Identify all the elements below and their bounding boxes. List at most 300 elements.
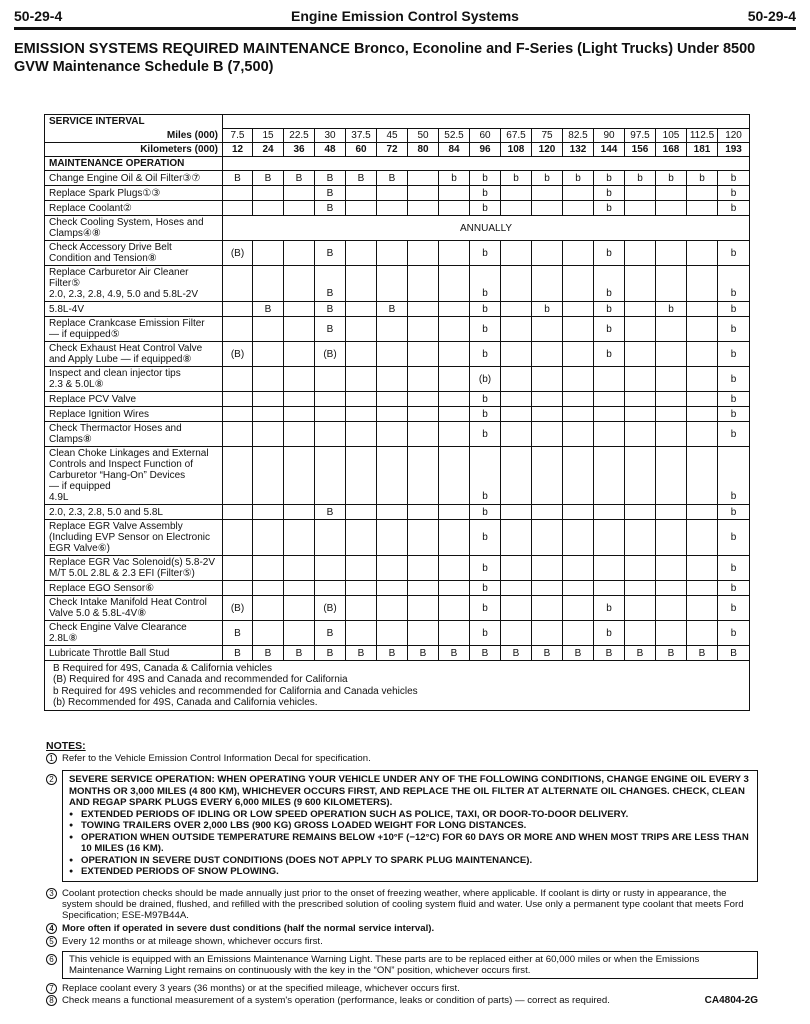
schedule-cell	[563, 505, 594, 520]
miles-value: 82.5	[563, 129, 594, 143]
schedule-cell: b	[718, 392, 750, 407]
note-4-text: More often if operated in severe dust conditions (half the normal service interval).	[62, 922, 435, 934]
notes-title: NOTES:	[46, 740, 86, 752]
schedule-cell	[408, 266, 439, 302]
annually-cell: ANNUALLY	[223, 216, 750, 241]
schedule-cell	[284, 302, 315, 317]
schedule-cell	[315, 447, 346, 505]
schedule-cell: b	[718, 367, 750, 392]
schedule-cell	[656, 266, 687, 302]
note-6	[46, 951, 758, 979]
page-number-left: 50-29-4	[14, 8, 63, 24]
operation-cell	[45, 621, 223, 646]
schedule-cell: b	[594, 241, 625, 266]
operation-text: Controls and Inspect Function of	[49, 459, 193, 470]
miles-value: 30	[315, 129, 346, 143]
schedule-cell	[223, 556, 253, 581]
operation-text: Replace Crankcase Emission Filter	[49, 318, 205, 329]
operation-text: Check Engine Valve Clearance	[49, 622, 187, 633]
schedule-cell	[687, 317, 718, 342]
operation-text: Check Accessory Drive Belt	[49, 242, 172, 253]
schedule-cell: b	[718, 342, 750, 367]
schedule-cell	[687, 367, 718, 392]
operation-text: 2.3 & 5.0L⑧	[49, 379, 104, 390]
operation-text: Filter⑤	[49, 278, 81, 289]
schedule-cell	[346, 201, 377, 216]
operation-text: M/T 5.0L 2.8L & 2.3 EFI (Filter⑤)	[49, 568, 195, 579]
table-row	[45, 317, 750, 342]
schedule-cell	[656, 520, 687, 556]
miles-value: 75	[532, 129, 563, 143]
schedule-cell	[284, 342, 315, 367]
schedule-cell: B	[687, 646, 718, 661]
schedule-cell	[501, 201, 532, 216]
schedule-cell	[656, 447, 687, 505]
operation-text: 5.8L-4V	[49, 303, 85, 315]
kilometers-value: 24	[253, 143, 284, 157]
schedule-cell	[346, 505, 377, 520]
schedule-cell	[687, 201, 718, 216]
miles-value: 52.5	[439, 129, 470, 143]
schedule-cell: b	[718, 520, 750, 556]
schedule-cell: B	[408, 646, 439, 661]
schedule-cell: b	[718, 581, 750, 596]
schedule-cell: b	[594, 621, 625, 646]
schedule-cell	[532, 407, 563, 422]
schedule-cell: (B)	[223, 342, 253, 367]
schedule-cell	[532, 392, 563, 407]
schedule-cell	[439, 392, 470, 407]
schedule-cell	[532, 520, 563, 556]
table-row	[45, 342, 750, 367]
schedule-cell: b	[718, 505, 750, 520]
maintenance-schedule-table	[44, 114, 750, 711]
schedule-cell: b	[470, 342, 501, 367]
note-3	[46, 888, 758, 921]
schedule-cell: B	[718, 646, 750, 661]
operation-text: Check Thermactor Hoses and	[49, 423, 182, 434]
operation-cell	[45, 266, 223, 302]
schedule-cell	[656, 581, 687, 596]
page-number-right: 50-29-4	[747, 8, 796, 24]
schedule-cell	[408, 186, 439, 201]
table-row	[45, 216, 750, 241]
schedule-cell: b	[718, 422, 750, 447]
operation-cell	[45, 407, 223, 422]
schedule-cell	[594, 581, 625, 596]
kilometers-value: 120	[532, 143, 563, 157]
schedule-cell	[687, 186, 718, 201]
note-1-number: 1	[46, 753, 57, 764]
schedule-cell	[625, 556, 656, 581]
schedule-cell	[594, 505, 625, 520]
schedule-cell	[501, 342, 532, 367]
schedule-cell	[656, 201, 687, 216]
miles-value: 15	[253, 129, 284, 143]
schedule-cell	[532, 266, 563, 302]
note-6-box: This vehicle is equipped with an Emissions Maintenance Warning Light. These parts are to be replaced either at 60,000 miles or when the Emissions Maintenance Warning Light remains on continuously with the key in the “ON” position, whichever occurs first.	[62, 951, 758, 979]
schedule-cell	[253, 556, 284, 581]
schedule-cell: b	[718, 596, 750, 621]
schedule-cell	[532, 556, 563, 581]
operation-text: Replace PCV Valve	[49, 393, 137, 405]
schedule-cell	[223, 581, 253, 596]
schedule-cell	[284, 186, 315, 201]
schedule-cell	[377, 556, 408, 581]
table-row	[45, 646, 750, 661]
schedule-cell	[563, 317, 594, 342]
operation-cell	[45, 171, 223, 186]
schedule-cell	[625, 407, 656, 422]
schedule-cell	[408, 392, 439, 407]
schedule-cell: b	[470, 186, 501, 201]
schedule-cell	[625, 596, 656, 621]
schedule-cell	[625, 302, 656, 317]
schedule-cell	[377, 621, 408, 646]
schedule-cell	[563, 422, 594, 447]
schedule-cell	[532, 596, 563, 621]
schedule-cell: b	[470, 581, 501, 596]
operation-text: Lubricate Throttle Ball Stud	[49, 647, 170, 659]
schedule-cell	[501, 317, 532, 342]
operation-cell	[45, 342, 223, 367]
schedule-cell: B	[501, 646, 532, 661]
schedule-cell	[563, 367, 594, 392]
schedule-cell: b	[718, 171, 750, 186]
severe-bullet: ● TOWING TRAILERS OVER 2,000 LBS (900 KG) GROSS LOADED WEIGHT FOR LONG DISTANCES.	[69, 820, 751, 832]
schedule-cell	[315, 581, 346, 596]
severe-bullet: ● EXTENDED PERIODS OF IDLING OR LOW SPEED OPERATION SUCH AS POLICE, TAXI, OR DOOR-TO-DOOR DELIVERY.	[69, 809, 751, 821]
schedule-cell	[656, 556, 687, 581]
schedule-cell: b	[718, 556, 750, 581]
schedule-cell	[253, 422, 284, 447]
schedule-cell: b	[470, 171, 501, 186]
note-1-text: Refer to the Vehicle Emission Control Information Decal for specification.	[62, 753, 371, 764]
table-row	[45, 266, 750, 302]
schedule-cell	[563, 407, 594, 422]
legend-row	[45, 661, 750, 711]
schedule-cell	[563, 392, 594, 407]
schedule-cell: b	[470, 505, 501, 520]
miles-value: 97.5	[625, 129, 656, 143]
schedule-cell	[501, 302, 532, 317]
schedule-cell	[656, 317, 687, 342]
schedule-cell	[346, 302, 377, 317]
table-row	[45, 621, 750, 646]
schedule-cell	[223, 186, 253, 201]
schedule-cell	[284, 266, 315, 302]
operation-cell	[45, 317, 223, 342]
severe-bullet: ● OPERATION IN SEVERE DUST CONDITIONS (DOES NOT APPLY TO SPARK PLUG MAINTENANCE).	[69, 855, 751, 867]
schedule-cell	[253, 447, 284, 505]
schedule-cell: b	[594, 186, 625, 201]
schedule-cell: (B)	[315, 596, 346, 621]
operation-text: Replace EGR Valve Assembly	[49, 521, 183, 532]
schedule-cell	[377, 241, 408, 266]
schedule-cell	[532, 505, 563, 520]
schedule-cell: B	[315, 646, 346, 661]
schedule-cell: b	[594, 302, 625, 317]
kilometers-value: 193	[718, 143, 750, 157]
schedule-cell	[408, 342, 439, 367]
schedule-cell	[532, 367, 563, 392]
operation-cell	[45, 646, 223, 661]
severe-bullet: ● EXTENDED PERIODS OF SNOW PLOWING.	[69, 866, 751, 878]
schedule-cell	[625, 581, 656, 596]
schedule-cell: b	[718, 266, 750, 302]
schedule-cell	[625, 266, 656, 302]
schedule-cell	[656, 392, 687, 407]
schedule-cell	[501, 392, 532, 407]
miles-value: 105	[656, 129, 687, 143]
severe-service-box	[62, 770, 758, 882]
schedule-cell	[346, 556, 377, 581]
schedule-cell	[346, 317, 377, 342]
schedule-cell	[408, 317, 439, 342]
schedule-cell: B	[377, 646, 408, 661]
document-title: EMISSION SYSTEMS REQUIRED MAINTENANCE Bronco, Econoline and F-Series (Light Trucks) Under 8500 GVW Maintenance Schedule B (7,500)	[14, 41, 756, 75]
operation-text: Change Engine Oil & Oil Filter③⑦	[49, 172, 201, 184]
schedule-cell	[687, 621, 718, 646]
schedule-cell	[501, 241, 532, 266]
miles-value: 60	[470, 129, 501, 143]
operation-cell	[45, 241, 223, 266]
operation-cell	[45, 201, 223, 216]
schedule-cell: B	[223, 646, 253, 661]
schedule-cell: b	[532, 302, 563, 317]
schedule-cell	[284, 520, 315, 556]
schedule-cell: B	[315, 302, 346, 317]
schedule-cell	[253, 342, 284, 367]
operation-text: Replace Ignition Wires	[49, 408, 150, 420]
figure-code: CA4804-2G	[704, 994, 758, 1006]
legend-item: b Required for 49S vehicles and recommended for California and Canada vehicles	[53, 685, 418, 697]
operation-cell	[45, 216, 223, 241]
schedule-cell: B	[594, 646, 625, 661]
kilometers-value: 168	[656, 143, 687, 157]
schedule-cell: b	[470, 266, 501, 302]
schedule-cell: b	[718, 317, 750, 342]
kilometers-value: 108	[501, 143, 532, 157]
schedule-cell	[377, 186, 408, 201]
section-title: Engine Emission Control Systems	[291, 8, 519, 24]
operation-text: Condition and Tension⑧	[49, 253, 157, 264]
schedule-cell: B	[253, 302, 284, 317]
operation-text: (Including EVP Sensor on Electronic	[49, 532, 211, 543]
schedule-cell: B	[253, 171, 284, 186]
kilometers-value: 132	[563, 143, 594, 157]
schedule-cell	[408, 302, 439, 317]
schedule-cell	[408, 621, 439, 646]
kilometers-value: 80	[408, 143, 439, 157]
schedule-cell	[408, 447, 439, 505]
schedule-cell	[501, 407, 532, 422]
schedule-cell: b	[687, 171, 718, 186]
schedule-cell	[346, 581, 377, 596]
schedule-cell	[594, 422, 625, 447]
schedule-cell	[439, 422, 470, 447]
schedule-cell	[315, 367, 346, 392]
schedule-cell	[315, 407, 346, 422]
severe-bullet: ● OPERATION WHEN OUTSIDE TEMPERATURE REMAINS BELOW +10°F (−12°C) FOR 60 DAYS OR MORE AND WHEN MOST TRIPS ARE LESS THAN 10 MILES (16 KM).	[69, 832, 751, 855]
schedule-cell	[439, 581, 470, 596]
schedule-cell	[687, 596, 718, 621]
kilometers-row	[45, 143, 750, 157]
schedule-cell	[439, 367, 470, 392]
schedule-cell: b	[718, 201, 750, 216]
schedule-cell: b	[470, 392, 501, 407]
schedule-cell	[408, 596, 439, 621]
schedule-cell: B	[470, 646, 501, 661]
schedule-cell	[563, 520, 594, 556]
table-row	[45, 520, 750, 556]
schedule-cell	[656, 407, 687, 422]
schedule-cell	[315, 422, 346, 447]
schedule-cell	[377, 422, 408, 447]
schedule-cell	[687, 520, 718, 556]
schedule-cell: B	[315, 266, 346, 302]
schedule-cell	[687, 556, 718, 581]
kilometers-value: 36	[284, 143, 315, 157]
schedule-cell	[346, 266, 377, 302]
schedule-cell	[594, 556, 625, 581]
operation-cell	[45, 186, 223, 201]
schedule-cell: b	[470, 407, 501, 422]
operation-text: and Apply Lube — if equipped⑧	[49, 354, 192, 365]
note-1	[46, 753, 758, 764]
schedule-cell	[501, 422, 532, 447]
schedule-cell: b	[470, 422, 501, 447]
miles-value: 120	[718, 129, 750, 143]
operation-text: — if equipped	[49, 481, 111, 492]
schedule-cell	[501, 186, 532, 201]
schedule-cell	[563, 241, 594, 266]
schedule-cell	[346, 621, 377, 646]
schedule-cell	[439, 317, 470, 342]
miles-label: Miles (000)	[45, 129, 223, 143]
schedule-cell	[439, 266, 470, 302]
schedule-cell	[439, 520, 470, 556]
schedule-cell	[346, 241, 377, 266]
schedule-cell	[377, 317, 408, 342]
schedule-cell: B	[223, 621, 253, 646]
schedule-cell	[563, 342, 594, 367]
schedule-cell: b	[594, 342, 625, 367]
schedule-cell	[656, 367, 687, 392]
schedule-cell	[594, 520, 625, 556]
schedule-cell: B	[315, 171, 346, 186]
operation-text: 4.9L	[49, 492, 69, 503]
schedule-cell	[439, 596, 470, 621]
schedule-cell: B	[315, 241, 346, 266]
schedule-cell: B	[284, 171, 315, 186]
table-row	[45, 407, 750, 422]
schedule-cell	[223, 266, 253, 302]
schedule-cell: b	[470, 201, 501, 216]
schedule-cell	[408, 422, 439, 447]
schedule-cell	[284, 407, 315, 422]
schedule-cell	[439, 621, 470, 646]
schedule-cell	[625, 520, 656, 556]
schedule-cell: b	[594, 596, 625, 621]
schedule-cell	[625, 186, 656, 201]
schedule-cell	[346, 342, 377, 367]
schedule-cell	[501, 621, 532, 646]
schedule-cell: B	[284, 646, 315, 661]
schedule-cell	[532, 241, 563, 266]
schedule-cell: b	[718, 302, 750, 317]
schedule-cell: b	[470, 556, 501, 581]
schedule-cell	[656, 241, 687, 266]
schedule-cell	[625, 505, 656, 520]
schedule-cell: B	[377, 171, 408, 186]
schedule-cell	[253, 505, 284, 520]
schedule-cell: b	[470, 596, 501, 621]
schedule-cell	[377, 407, 408, 422]
schedule-cell	[563, 186, 594, 201]
schedule-cell: b	[532, 171, 563, 186]
schedule-cell: B	[625, 646, 656, 661]
note-5-text: Every 12 months or at mileage shown, whichever occurs first.	[62, 935, 323, 947]
note-3-text: Coolant protection checks should be made annually just prior to the onset of freezing weather, where applicable. If coolant is dirty or rusty in appearance, the system should be drained, flushed, and refilled with the prescribed solution of cooling system fluid and water. Use only a permanent type coolant that meets Ford Specification; ESE-M97B44A.	[62, 887, 744, 921]
schedule-cell: b	[470, 302, 501, 317]
schedule-cell: b	[656, 302, 687, 317]
table-row	[45, 556, 750, 581]
schedule-cell	[377, 581, 408, 596]
legend	[45, 661, 750, 711]
schedule-cell: (B)	[223, 241, 253, 266]
schedule-cell	[377, 596, 408, 621]
schedule-cell: b	[718, 186, 750, 201]
kilometers-value: 48	[315, 143, 346, 157]
schedule-cell: b	[594, 317, 625, 342]
note-8-text: Check means a functional measurement of a system's operation (performance, leaks or condition of parts) — correct as required.	[62, 994, 610, 1006]
schedule-cell	[532, 317, 563, 342]
schedule-cell	[253, 392, 284, 407]
schedule-cell	[253, 317, 284, 342]
schedule-cell	[625, 422, 656, 447]
schedule-cell	[284, 241, 315, 266]
schedule-cell	[501, 596, 532, 621]
schedule-cell	[408, 201, 439, 216]
schedule-cell	[687, 342, 718, 367]
schedule-cell	[346, 392, 377, 407]
schedule-cell	[687, 505, 718, 520]
schedule-cell	[408, 520, 439, 556]
operation-text: Clean Choke Linkages and External	[49, 448, 209, 459]
schedule-cell	[284, 422, 315, 447]
schedule-cell	[594, 447, 625, 505]
miles-row	[45, 129, 750, 143]
schedule-cell: b	[594, 171, 625, 186]
kilometers-value: 181	[687, 143, 718, 157]
note-2-number: 2	[46, 774, 57, 785]
schedule-cell	[625, 317, 656, 342]
schedule-cell	[439, 201, 470, 216]
schedule-cell	[439, 407, 470, 422]
schedule-cell: b	[470, 447, 501, 505]
schedule-cell	[223, 505, 253, 520]
schedule-cell	[501, 581, 532, 596]
schedule-cell	[377, 266, 408, 302]
kilometers-value: 60	[346, 143, 377, 157]
service-interval-row	[45, 115, 750, 129]
operation-cell	[45, 505, 223, 520]
schedule-cell: b	[563, 171, 594, 186]
schedule-cell	[253, 621, 284, 646]
schedule-cell	[501, 367, 532, 392]
schedule-cell	[625, 392, 656, 407]
